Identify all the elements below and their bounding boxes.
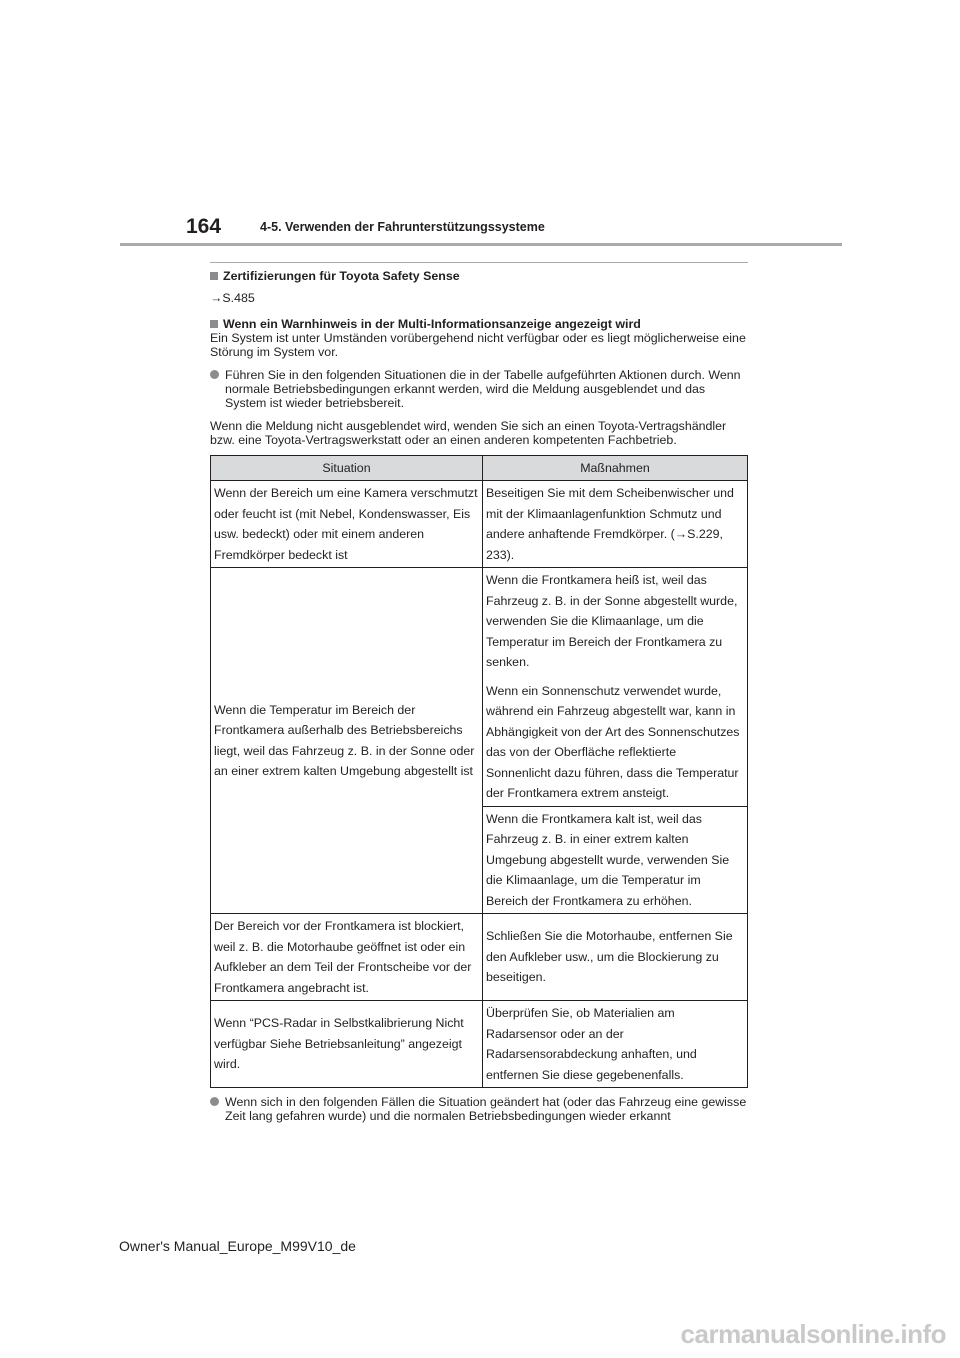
certification-heading-text: Zertifizierungen für Toyota Safety Sense <box>223 269 460 283</box>
action-cell <box>483 481 748 568</box>
square-bullet-icon <box>210 320 218 328</box>
bullet-text: Führen Sie in den folgenden Situationen die in der Tabelle aufgeführten Aktionen durch. Wenn normale Betriebsbedingungen erkannt werden, wird die Meldung ausgeblendet und das System ist wieder betriebsbereit. <box>225 368 741 410</box>
page-number: 164 <box>186 215 222 238</box>
action-cell: Überprüfen Sie, ob Materialien am Radarsensor oder an der Radarsensorabdeckung anhaften, und entfernen Sie diese gegebenenfalls. <box>483 1001 748 1088</box>
bullet-item <box>210 368 748 410</box>
action-text: Wenn ein Sonnenschutz verwendet wurde, während ein Fahrzeug abgestellt war, kann in Abhängigkeit von der Art des Sonnenschutzes das von der Oberfläche reflektierte Sonnenlicht dazu führen, dass die Temperatur der Frontkamera extrem ansteigt. <box>486 683 740 800</box>
situation-cell: Der Bereich vor der Frontkamera ist blockiert, weil z. B. die Motorhaube geöffnet ist oder ein Aufkleber an dem Teil der Frontscheibe vor der Frontkamera angebracht ist. <box>211 914 483 1001</box>
table-header-row <box>211 456 748 481</box>
action-cell: Wenn die Frontkamera kalt ist, weil das Fahrzeug z. B. in einer extrem kalten Umgebung abgestellt wurde, verwenden Sie die Klimaanlage, um die Temperatur im Bereich der Frontkamera zu erhöhen. <box>483 806 748 914</box>
contact-paragraph: Wenn die Meldung nicht ausgeblendet wird, wenden Sie sich an einen Toyota-Vertragshändler bzw. eine Toyota-Vertragswerkstatt oder an einen anderen kompetenten Fachbetrieb. <box>210 419 727 447</box>
action-text: Beseitigen Sie mit dem Scheibenwischer und mit der Klimaanlagenfunktion Schmutz und andere anhaftende Fremdkörper. (→S.229, 233). <box>486 486 734 562</box>
intro-paragraph: Ein System ist unter Umständen vorübergehend nicht verfügbar oder es liegt möglicherweise eine Störung im System vor. <box>210 331 746 359</box>
situation-cell: Wenn der Bereich um eine Kamera verschmutzt oder feucht ist (mit Nebel, Kondenswasser, Eis usw. bedeckt) oder mit einem anderen Fremdkörper bedeckt ist <box>211 481 483 568</box>
certification-heading <box>210 269 748 283</box>
circle-bullet-icon <box>210 1097 219 1106</box>
page-content <box>210 262 748 1123</box>
warning-heading-text: Wenn ein Warnhinweis in der Multi-Informationsanzeige angezeigt wird <box>223 317 641 331</box>
column-header-measures: Maßnahmen <box>483 456 748 481</box>
manual-id: Owner's Manual_Europe_M99V10_de <box>119 1238 356 1254</box>
action-text: Wenn die Frontkamera heiß ist, weil das Fahrzeug z. B. in der Sonne abgestellt wurde, verwenden Sie die Klimaanlage, um die Temperatur im Bereich der Frontkamera zu senken. <box>486 573 738 669</box>
warning-heading <box>210 317 748 331</box>
table-row <box>211 914 748 1001</box>
table-row <box>211 568 748 807</box>
action-cell: Schließen Sie die Motorhaube, entfernen Sie den Aufkleber usw., um die Blockierung zu beseitigen. <box>483 914 748 1001</box>
watermark: carmanualsonline.info <box>680 1319 946 1349</box>
table-row <box>211 481 748 568</box>
bullet-text: Wenn sich in den folgenden Fällen die Situation geändert hat (oder das Fahrzeug eine gewisse Zeit lang gefahren wurde) und die normalen Betriebsbedingungen wieder erkannt <box>225 1095 747 1123</box>
situation-cell: Wenn “PCS-Radar in Selbstkalibrierung Nicht verfügbar Siehe Betriebsanleitung” angezeigt wird. <box>211 1001 483 1088</box>
circle-bullet-icon <box>210 370 219 379</box>
section-divider <box>210 262 748 263</box>
table-row <box>211 1001 748 1088</box>
header-rule <box>120 243 842 246</box>
section-title: 4-5. Verwenden der Fahrunterstützungssysteme <box>260 220 545 234</box>
page-reference-link[interactable]: →S.485 <box>210 291 255 305</box>
column-header-situation: Situation <box>211 456 483 481</box>
troubleshooting-table <box>210 455 748 1088</box>
situation-cell: Wenn die Temperatur im Bereich der Frontkamera außerhalb des Betriebsbereichs liegt, weil das Fahrzeug z. B. in der Sonne oder an einer extrem kalten Umgebung abgestellt ist <box>211 568 483 914</box>
action-cell <box>483 568 748 807</box>
bullet-item <box>210 1095 748 1123</box>
square-bullet-icon <box>210 272 218 280</box>
